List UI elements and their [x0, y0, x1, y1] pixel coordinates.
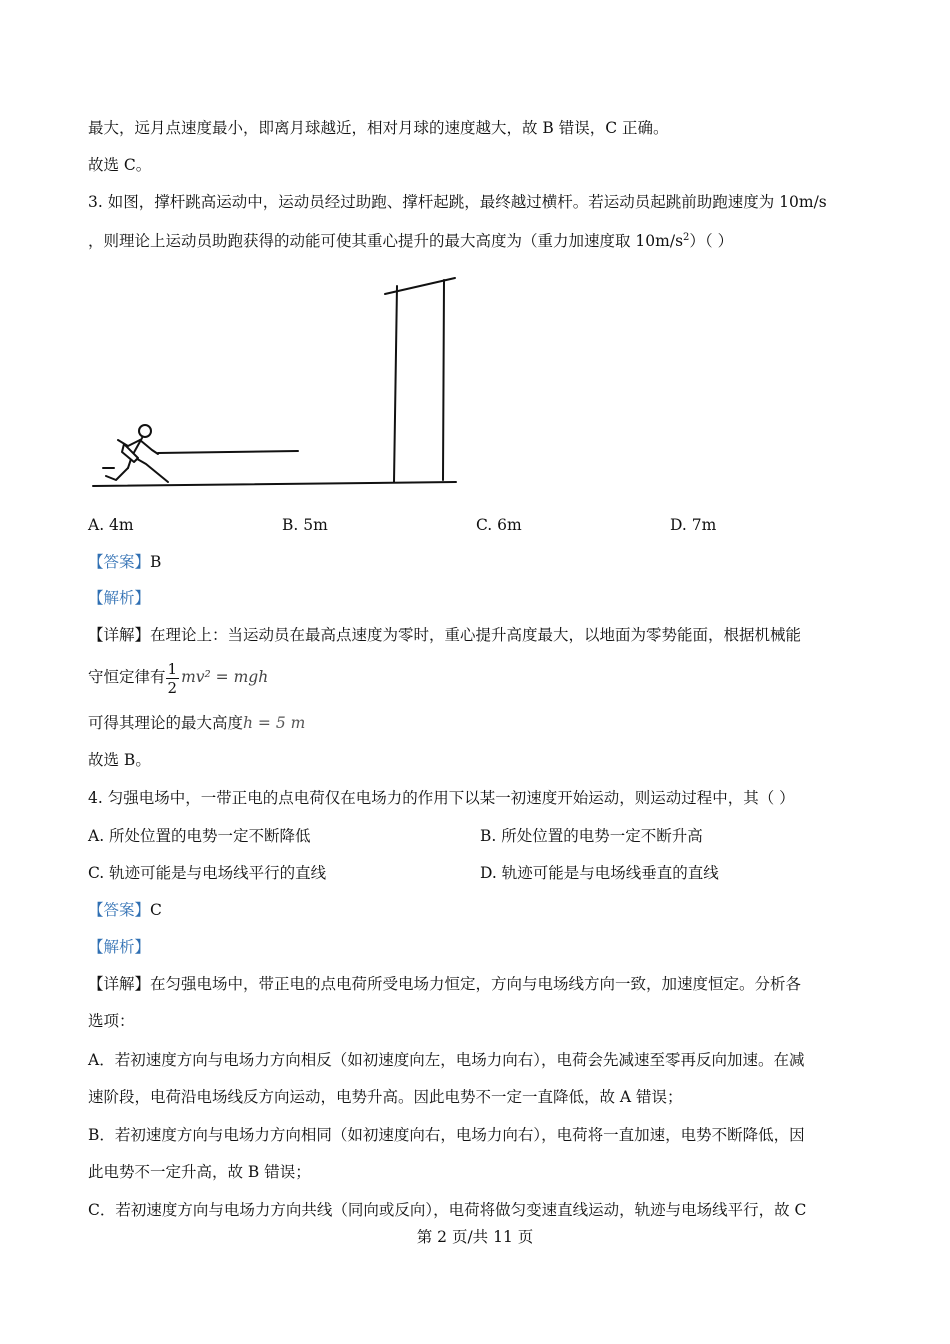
left-standard: [394, 286, 397, 482]
option-c: C. 轨迹可能是与电场线平行的直线: [88, 864, 327, 882]
detail-tag: 【详解】: [88, 626, 151, 644]
option-c: C. 6m: [476, 516, 522, 534]
runner-icon: [103, 425, 168, 482]
answer-line: [88, 899, 162, 921]
result-line: [88, 712, 305, 734]
text-line: B．若初速度方向与电场力方向相同（如初速度向右，电场力向右），电荷将一直加速，电势不断降低，因: [88, 1126, 805, 1144]
height-result: h = 5 m: [243, 714, 306, 732]
text-line: 最大，远月点速度最小，即离月球越近，相对月球的速度越大，故 B 错误，C 正确。: [88, 119, 669, 137]
option-d: D. 轨迹可能是与电场线垂直的直线: [480, 864, 719, 882]
question-3-stem-continued: [88, 227, 733, 252]
right-standard: [443, 280, 444, 480]
option-a: A. 所处位置的电势一定不断降低: [88, 827, 311, 845]
text-line: 故选 B。: [88, 751, 151, 769]
text-line: A．若初速度方向与电场力方向相反（如初速度向左，电场力向右），电荷会先减速至零再反向加速。在减: [88, 1051, 805, 1069]
text-line: 速阶段，电荷沿电场线反方向运动，电势升高。因此电势不一定一直降低，故 A 错误；: [88, 1088, 683, 1106]
text: ，则理论上运动员助跑获得的动能可使其重心提升的最大高度为（重力加速度取 10m/s: [88, 232, 684, 251]
detail-text: 可得其理论的最大高度: [88, 714, 244, 732]
superscript: 2: [683, 232, 690, 243]
analysis-tag: [88, 936, 150, 958]
fraction-denominator: 2: [167, 678, 178, 697]
detail-text: 在理论上：当运动员在最高点速度为零时，重心提升高度最大，以地面为零势能面，根据机械能: [150, 626, 802, 644]
analysis-label: 【解析】: [88, 589, 151, 607]
question-3-stem: 3. 如图，撑杆跳高运动中，运动员经过助跑、撑杆起跳，最终越过横杆。若运动员起跳前助跑速度为 10m/s: [88, 193, 827, 211]
answer-value: C: [150, 901, 162, 919]
option-d: D. 7m: [670, 516, 717, 534]
answer-value: B: [150, 553, 162, 571]
text-line: 此电势不一定升高，故 B 错误；: [88, 1163, 311, 1181]
detail-line: [88, 973, 801, 995]
detail-tag: 【详解】: [88, 975, 151, 993]
analysis-label: 【解析】: [88, 938, 151, 956]
answer-line: [88, 551, 161, 573]
ground-line: [93, 482, 456, 486]
detail-line: [88, 624, 801, 646]
question-4-stem: 4. 匀强电场中，一带正电的点电荷仅在电场力的作用下以某一初速度开始运动，则运动过程中，其（ ）: [88, 789, 795, 807]
text-line: 选项：: [88, 1012, 135, 1030]
option-b: B. 所处位置的电势一定不断升高: [480, 827, 703, 845]
answer-tag: 【答案】: [88, 553, 151, 571]
page-footer: 第 2 页/共 11 页: [416, 1228, 534, 1246]
formula-line: [88, 655, 268, 699]
detail-text: 守恒定律有: [88, 668, 166, 686]
vaulting-pole: [158, 451, 298, 453]
option-b: B. 5m: [282, 516, 328, 534]
analysis-tag: [88, 587, 150, 609]
text-line: 故选 C。: [88, 156, 152, 174]
answer-tag: 【答案】: [88, 901, 151, 919]
text: ）（ ）: [689, 232, 734, 251]
text-line: C．若初速度方向与电场力方向共线（同向或反向），电荷将做匀变速直线运动，轨迹与电场线平行，故 C: [88, 1201, 807, 1219]
fraction-numerator: 1: [167, 659, 178, 678]
pole-vault-figure: [88, 268, 468, 498]
energy-formula: mv² = mgh: [181, 668, 269, 686]
option-a: A. 4m: [88, 516, 134, 534]
fraction: [166, 660, 180, 697]
detail-text: 在匀强电场中，带正电的点电荷所受电场力恒定，方向与电场线方向一致，加速度恒定。分析各: [150, 975, 802, 993]
